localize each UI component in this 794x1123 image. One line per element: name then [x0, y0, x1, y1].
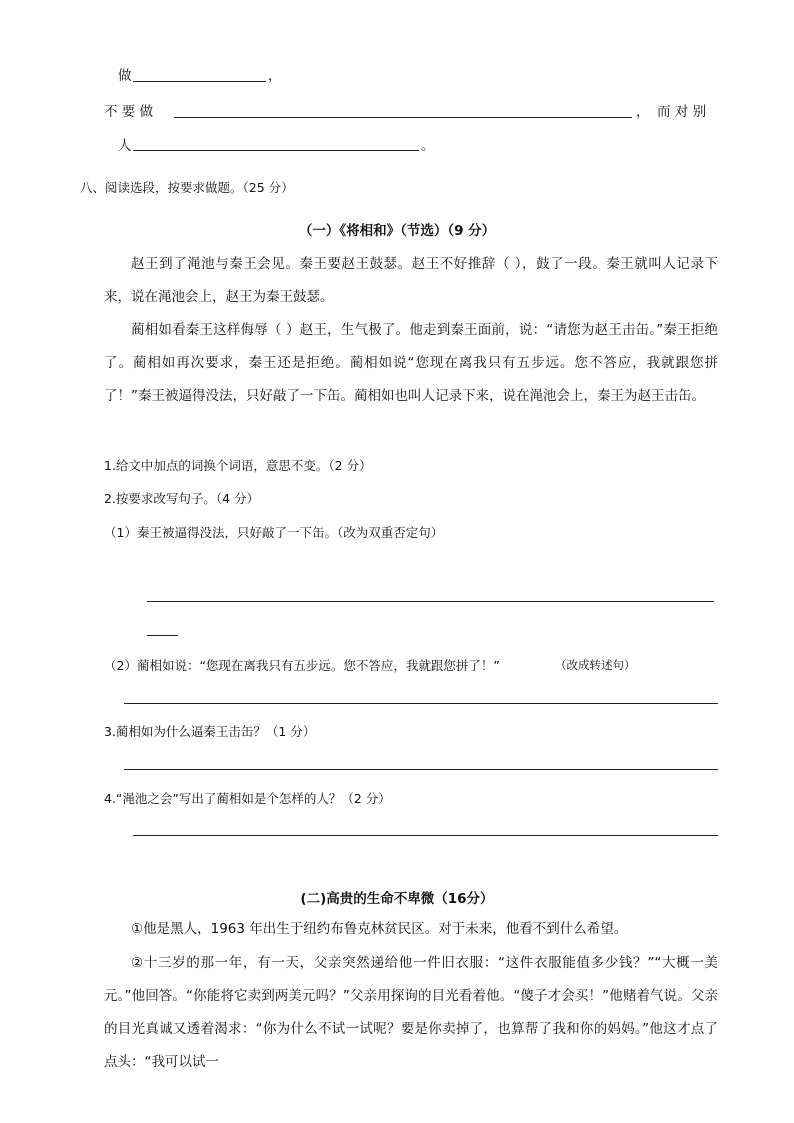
fill-label-1: 做: [118, 68, 132, 84]
answer-line[interactable]: [147, 601, 714, 602]
question-1: 1.给文中加点的词换个词语，意思不变。（2 分）: [104, 458, 372, 473]
answer-line[interactable]: [147, 635, 178, 636]
question-2: 2.按要求改写句子。（4 分）: [104, 491, 260, 506]
fill-label-3: 人: [118, 138, 132, 154]
answer-line[interactable]: [124, 703, 718, 704]
fill-tail-2: 而 对 别: [657, 104, 707, 120]
fill-punct-1: ，: [268, 68, 282, 84]
fill-punct-2: ，: [636, 104, 650, 120]
passage-title: （一）《将相和》（节选）（9 分）: [298, 223, 496, 239]
answer-line[interactable]: [133, 150, 419, 151]
question-2-2-hint: （改成转述句）: [555, 658, 636, 672]
fill-label-2: 不 要 做: [104, 104, 154, 120]
fill-punct-3: 。: [421, 138, 435, 154]
question-2-1: （1）秦王被逼得没法，只好敲了一下缶。（改为双重否定句）: [104, 525, 444, 540]
passage-paragraph: ①他是黑人，1963 年出生于纽约布鲁克林贫民区。对于未来，他看不到什么希望。: [131, 921, 628, 937]
question-3: 3.蔺相如为什么逼秦王击缶？（1 分）: [104, 724, 316, 739]
passage-paragraph: 赵王到了渑池与秦王会见。秦王要赵王鼓瑟。赵王不好推辞（ ），鼓了一段。秦王就叫人记录下来，说在渑池会上，赵王为秦王鼓瑟。: [104, 256, 718, 305]
answer-line[interactable]: [133, 81, 266, 82]
passage-paragraph: ②十三岁的那一年，有一天，父亲突然递给他一件旧衣服：“这件衣服能值多少钱？”“大概一美元。”他回答。“你能将它卖到两美元吗？”父亲用探询的目光看着他。“傻子才会买！”他赌着气说。父亲的目光真诚又透着渴求：“你为什么不试一试呢？要是你卖掉了，也算帮了我和你的妈妈。”他这才点了点头：“我可以试一: [104, 955, 718, 1070]
question-2-2: （2）蔺相如说：“您现在离我只有五步远。您不答应，我就跟您拼了！”: [104, 658, 500, 673]
answer-line[interactable]: [133, 835, 718, 836]
passage-paragraph: 蔺相如看秦王这样侮辱（ ）赵王，生气极了。他走到秦王面前，说：“请您为赵王击缶。”秦王拒绝了。蔺相如再次要求，秦王还是拒绝。蔺相如说“您现在离我只有五步远。您不答应，我就跟您拼了！”秦王被逼得没法，只好敲了一下缶。蔺相如也叫人记录下来，说在渑池会上，秦王为赵王击缶。: [104, 322, 718, 404]
passage-title: (二)高贵的生命不卑微（16分）: [300, 891, 494, 907]
question-4: 4.“渑池之会”写出了蔺相如是个怎样的人？（2 分）: [104, 791, 391, 806]
section-heading: 八、阅读选段，按要求做题。（25 分）: [80, 180, 294, 195]
answer-line[interactable]: [124, 769, 718, 770]
answer-line[interactable]: [174, 117, 632, 118]
